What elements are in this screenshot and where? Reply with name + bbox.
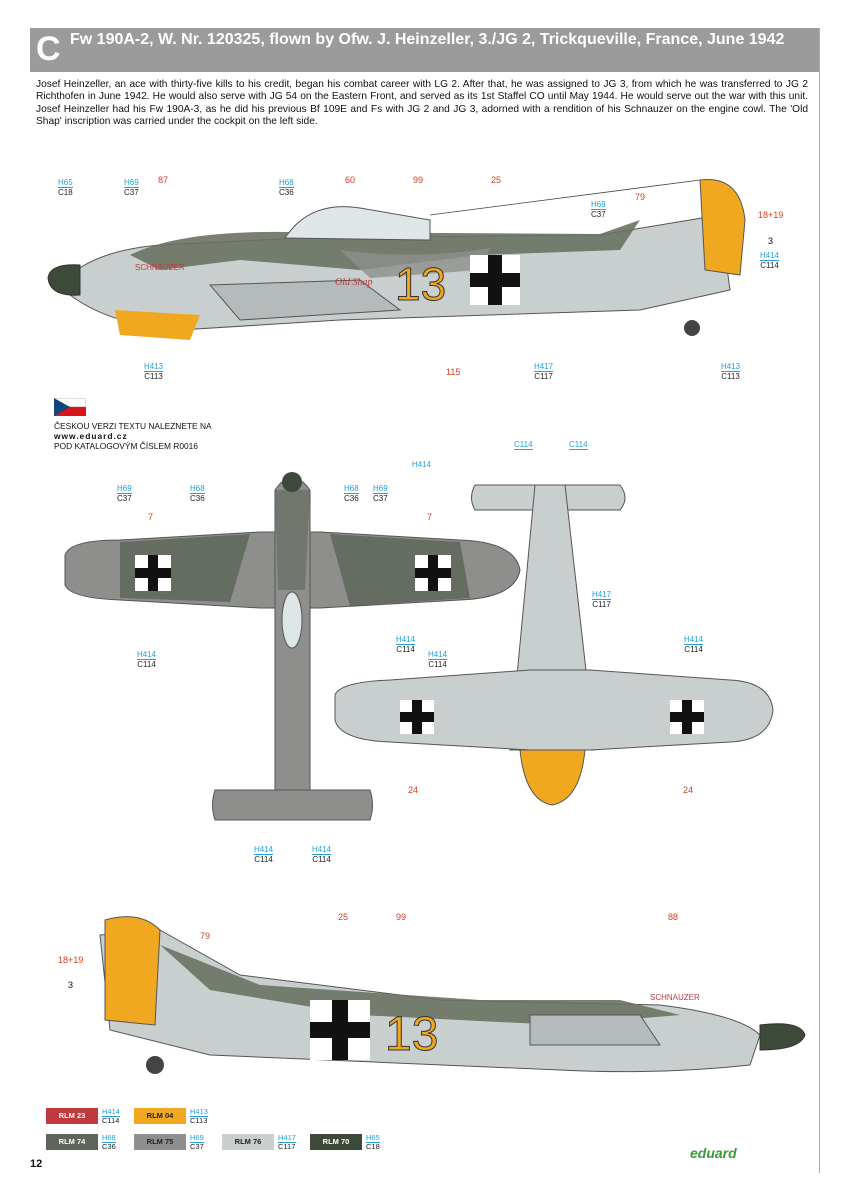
callout-h413b: H413 C113	[721, 362, 741, 381]
bottom-callout-h414b: H414 C114	[428, 650, 448, 669]
side-view-right	[60, 905, 820, 1095]
top-num-7b: 7	[427, 512, 433, 522]
top-h414-label: H414	[412, 460, 432, 469]
num-25: 25	[491, 175, 502, 185]
profile-letter: C	[36, 30, 61, 68]
side-view-left	[40, 160, 800, 390]
top-callout-h69b: H69 C37	[373, 484, 388, 503]
right-num-88: 88	[668, 912, 679, 922]
top-callout-h414: H414 C114	[137, 650, 157, 669]
num-99: 99	[413, 175, 424, 185]
mascot-label-right: SCHNAUZER	[650, 993, 700, 1002]
callout-h68: H68 C36	[279, 178, 294, 197]
num-18-19: 18+19	[758, 210, 784, 220]
callout-h417: H417 C117	[534, 362, 554, 381]
czech-line-1: ČESKOU VERZI TEXTU NALEZNETE NA	[54, 421, 212, 431]
bottom-callout-h417: H417 C117	[592, 590, 612, 609]
page-header	[30, 28, 819, 72]
top-callout-h68b: H68 C36	[344, 484, 359, 503]
bottom-callout-h414c: H414 C114	[684, 635, 704, 654]
legend-chip-rlm74: RLM 74	[46, 1134, 98, 1150]
callout-h65: H65 C18	[58, 178, 73, 197]
num-79: 79	[635, 192, 646, 202]
bottom-callout-c114a: C114	[514, 440, 533, 449]
legend-chip-rlm04: RLM 04	[134, 1108, 186, 1124]
page-number: 12	[30, 1158, 43, 1170]
right-num-25: 25	[338, 912, 349, 922]
bottom-callout-c114b: C114	[569, 440, 588, 449]
legend-codes-rlm23: H414 C114	[102, 1107, 120, 1125]
num-3: 3	[768, 236, 774, 246]
brand-logo: eduard	[690, 1145, 737, 1161]
callout-h414: H414 C114	[760, 251, 780, 270]
callout-h69b: H69 C37	[591, 200, 606, 219]
mascot-label: SCHNAUZER	[135, 263, 185, 272]
intro-paragraph: Josef Heinzeller, an ace with thirty-five kills to his credit, began his combat career with LG 2. After that, he was assigned to JG 3, from which he was transferred to JG 2 Richthofen in June 1942. He would also serve with JG 54 on the Eastern Front, and served as its 1st Staffel CO until May 1944. He would serve out the war with this unit. Josef Heinzeller had his Fw 190A-3, as he did his previous Bf 109E and Fs with JG 2 and JG 3, adorned with a rendition of his Schnauzer on the engine cowl. The 'Old Shap' inscription was carried under the cockpit on the left side.	[36, 79, 808, 128]
legend-codes-rlm74: H68 C36	[102, 1133, 116, 1151]
legend-chip-rlm76: RLM 76	[222, 1134, 274, 1150]
inscription: Old Shap	[335, 277, 373, 288]
callout-h69: H69 C37	[124, 178, 139, 197]
top-callout-h69: H69 C37	[117, 484, 132, 503]
right-num-99: 99	[396, 912, 407, 922]
num-60: 60	[345, 175, 356, 185]
right-num-18-19: 18+19	[58, 955, 84, 965]
czech-note	[54, 421, 264, 451]
legend-codes-rlm70: H65 C18	[366, 1133, 380, 1151]
page-title: Fw 190A-2, W. Nr. 120325, flown by Ofw. J. Heinzeller, 3./JG 2, Trickqueville, France, June 1942	[70, 31, 785, 48]
czech-flag	[54, 398, 86, 416]
legend-chip-rlm70: RLM 70	[310, 1134, 362, 1150]
legend-chip-rlm75: RLM 75	[134, 1134, 186, 1150]
callout-h413: H413 C113	[144, 362, 164, 381]
legend-codes-rlm04: H413 C113	[190, 1107, 208, 1125]
side-code-right: 13	[385, 1008, 439, 1061]
czech-url[interactable]: www.eduard.cz	[54, 431, 128, 441]
top-callout-h414b: H414 C114	[254, 845, 274, 864]
legend-codes-rlm76: H417 C117	[278, 1133, 296, 1151]
bottom-num-24a: 24	[408, 785, 419, 795]
num-87: 87	[158, 175, 169, 185]
legend-chip-rlm23: RLM 23	[46, 1108, 98, 1124]
num-115: 115	[446, 367, 461, 377]
legend-codes-rlm75: H69 C37	[190, 1133, 204, 1151]
bottom-callout-h414a: H414 C114	[396, 635, 416, 654]
top-num-7a: 7	[148, 512, 154, 522]
bottom-num-24b: 24	[683, 785, 694, 795]
top-callout-h68: H68 C36	[190, 484, 205, 503]
right-num-3: 3	[68, 980, 74, 990]
top-callout-h414c: H414 C114	[312, 845, 332, 864]
side-code: 13	[395, 258, 447, 310]
right-num-79: 79	[200, 931, 211, 941]
czech-line-3: POD KATALOGOVÝM ČÍSLEM R0016	[54, 441, 198, 451]
